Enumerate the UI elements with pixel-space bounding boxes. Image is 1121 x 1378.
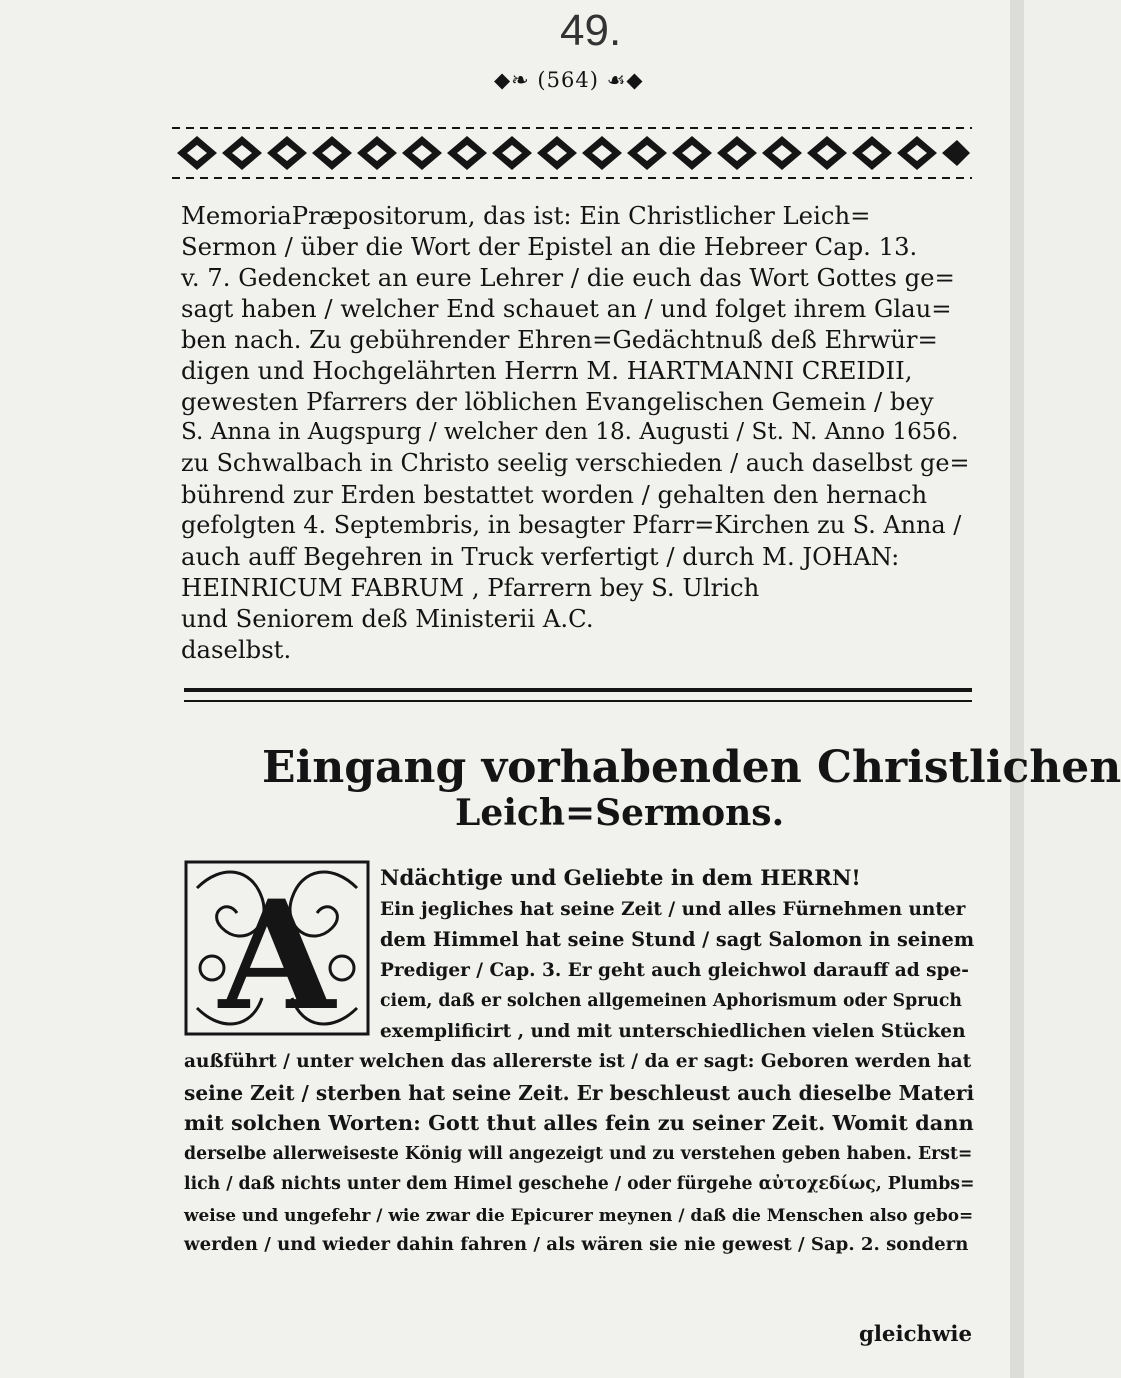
body-line: derselbe allerweiseste König will angezeigt und zu verstehen geben haben. Erst= <box>184 1143 973 1164</box>
title-line: S. Anna in Augspurg / welcher den 18. Augusti / St. N. Anno 1656. <box>181 419 959 445</box>
title-line: v. 7. Gedencket an eure Lehrer / die euch das Wort Gottes ge= <box>181 263 955 292</box>
body-line: Ndächtige und Geliebte in dem HERRN! <box>380 866 861 891</box>
initial-letter-glyph: A <box>218 868 336 1044</box>
body-line: dem Himmel hat seine Stund / sagt Salomon in seinem <box>380 928 975 951</box>
decorated-initial-letter <box>182 858 372 1044</box>
title-line: digen und Hochgelährten Herrn M. HARTMANNI CREIDII, <box>181 356 913 385</box>
section-divider-rule <box>184 688 972 702</box>
title-center-line: daselbst. <box>181 635 292 664</box>
page-number <box>494 68 644 92</box>
body-line: exemplificirt , und mit unterschiedlichen vielen Stücken <box>380 1020 966 1042</box>
title-line: MemoriaPræpositorum, das ist: Ein Christlicher Leich= <box>181 201 871 230</box>
decorative-ornament-band <box>172 118 972 188</box>
title-line: Sermon / über die Wort der Epistel an die Hebreer Cap. 13. <box>181 232 918 261</box>
title-line: zu Schwalbach in Christo seelig verschieden / auch daselbst ge= <box>181 449 970 477</box>
body-line: seine Zeit / sterben hat seine Zeit. Er beschleust auch dieselbe Materi <box>184 1080 975 1105</box>
body-text-indented <box>380 864 975 1047</box>
section-heading: Eingang vorhabenden Christlichen <box>262 742 1121 793</box>
body-text-full <box>184 1047 979 1261</box>
body-line: mit solchen Worten: Gott thut alles fein zu seiner Zeit. Womit dann <box>184 1110 974 1135</box>
handwritten-folio-number: 49. <box>560 6 622 55</box>
body-line: lich / daß nichts unter dem Himel geschehe / oder fürgehe αὐτοχεδίως, Plumbs= <box>184 1174 975 1194</box>
section-subheading: Leich=Sermons. <box>455 792 785 834</box>
title-line: auch auff Begehren in Truck verfertigt / durch M. JOHAN: <box>181 542 900 571</box>
catchword: gleichwie <box>858 1322 972 1347</box>
title-line: gefolgten 4. Septembris, in besagter Pfarr=Kirchen zu S. Anna / <box>181 511 962 539</box>
title-line: ben nach. Zu gebührender Ehren=Gedächtnuß deß Ehrwür= <box>181 325 938 354</box>
page-number-ornament-left: ◆❧ <box>494 68 538 92</box>
page-number-text: (564) <box>537 68 599 92</box>
body-line: ciem, daß er solchen allgemeinen Aphorismum oder Spruch <box>380 991 962 1011</box>
page-number-ornament-right: ☙◆ <box>598 68 644 92</box>
title-center-line: HEINRICUM FABRUM , Pfarrern bey S. Ulrich <box>181 573 760 602</box>
body-line: weise und ungefehr / wie zwar die Epicurer meynen / daß die Menschen also gebo= <box>184 1204 974 1225</box>
body-line: außführt / unter welchen das allererste ist / da er sagt: Geboren werden hat <box>184 1051 972 1072</box>
body-line: Ein jegliches hat seine Zeit / und alles Fürnehmen unter <box>380 898 966 920</box>
title-line: bührend zur Erden bestattet worden / gehalten den hernach <box>181 480 928 509</box>
title-block <box>181 200 971 665</box>
title-line: gewesten Pfarrers der löblichen Evangelischen Gemein / bey <box>181 387 934 416</box>
body-line: Prediger / Cap. 3. Er geht auch gleichwol darauff ad spe- <box>380 959 969 981</box>
title-line: sagt haben / welcher End schauet an / und folget ihrem Glau= <box>181 294 952 323</box>
title-center-line: und Seniorem deß Ministerii A.C. <box>181 604 594 633</box>
body-line: werden / und wieder dahin fahren / als wären sie nie gewest / Sap. 2. sondern <box>184 1234 969 1255</box>
